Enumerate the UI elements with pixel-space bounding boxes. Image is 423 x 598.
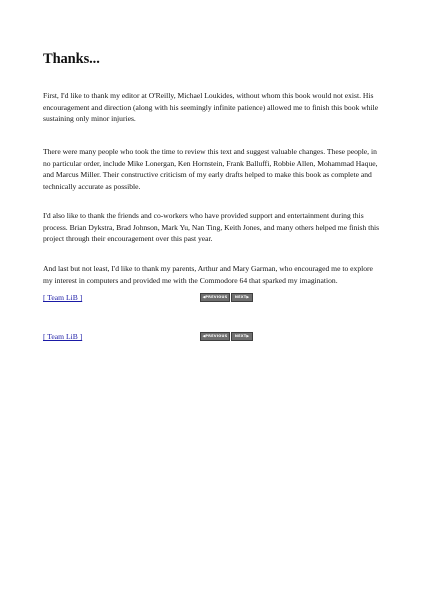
team-lib-link[interactable]: [ Team LiB ] (43, 332, 83, 341)
page-nav-buttons (200, 293, 253, 302)
previous-button-label: PREVIOUS (205, 334, 228, 338)
next-button-label: NEXT (234, 334, 247, 338)
next-arrow-icon: ▶ (246, 295, 250, 299)
page-nav-buttons (200, 332, 253, 341)
paragraph-reviewer-thanks: There were many people who took the time to review this text and suggest valuable changes. These people, in no particular order, include Mike Lonergan, Ken Hornstein, Frank Balluffi, Robbie Allen, Mohammad Haque, and Marcus Miller. Their constructive criticism of my early drafts helped to make this book as complete and technically accurate as possible. (43, 147, 378, 191)
previous-arrow-icon: ◀ (202, 295, 206, 299)
next-button[interactable] (231, 332, 253, 341)
page-title: Thanks... (43, 51, 100, 67)
previous-button[interactable] (200, 332, 230, 341)
previous-arrow-icon: ◀ (202, 334, 206, 338)
next-arrow-icon: ▶ (246, 334, 250, 338)
paragraph-parents-thanks: And last but not least, I'd like to thank my parents, Arthur and Mary Garman, who encouraged me to explore my interest in computers and provided me with the Commodore 64 that sparked my imagination. (43, 264, 373, 285)
paragraph-editor-thanks: First, I'd like to thank my editor at O'Reilly, Michael Loukides, without whom this book would not exist. His encouragement and direction (along with his seemingly infinite patience) allowed me to finish this book while sustaining only minor injuries. (43, 91, 379, 124)
next-button[interactable] (231, 293, 253, 302)
previous-button[interactable] (200, 293, 230, 302)
navigation-bar-top (43, 292, 383, 303)
navigation-bar-bottom (43, 331, 383, 342)
team-lib-link[interactable]: [ Team LiB ] (43, 293, 83, 302)
next-button-label: NEXT (234, 295, 247, 299)
previous-button-label: PREVIOUS (205, 295, 228, 299)
paragraph-friends-thanks: I'd also like to thank the friends and co-workers who have provided support and entertainment during this process. Brian Dykstra, Brad Johnson, Mark Yu, Nan Ting, Keith Jones, and many others helped me finish this project through their encouragement over this past year. (43, 211, 380, 244)
